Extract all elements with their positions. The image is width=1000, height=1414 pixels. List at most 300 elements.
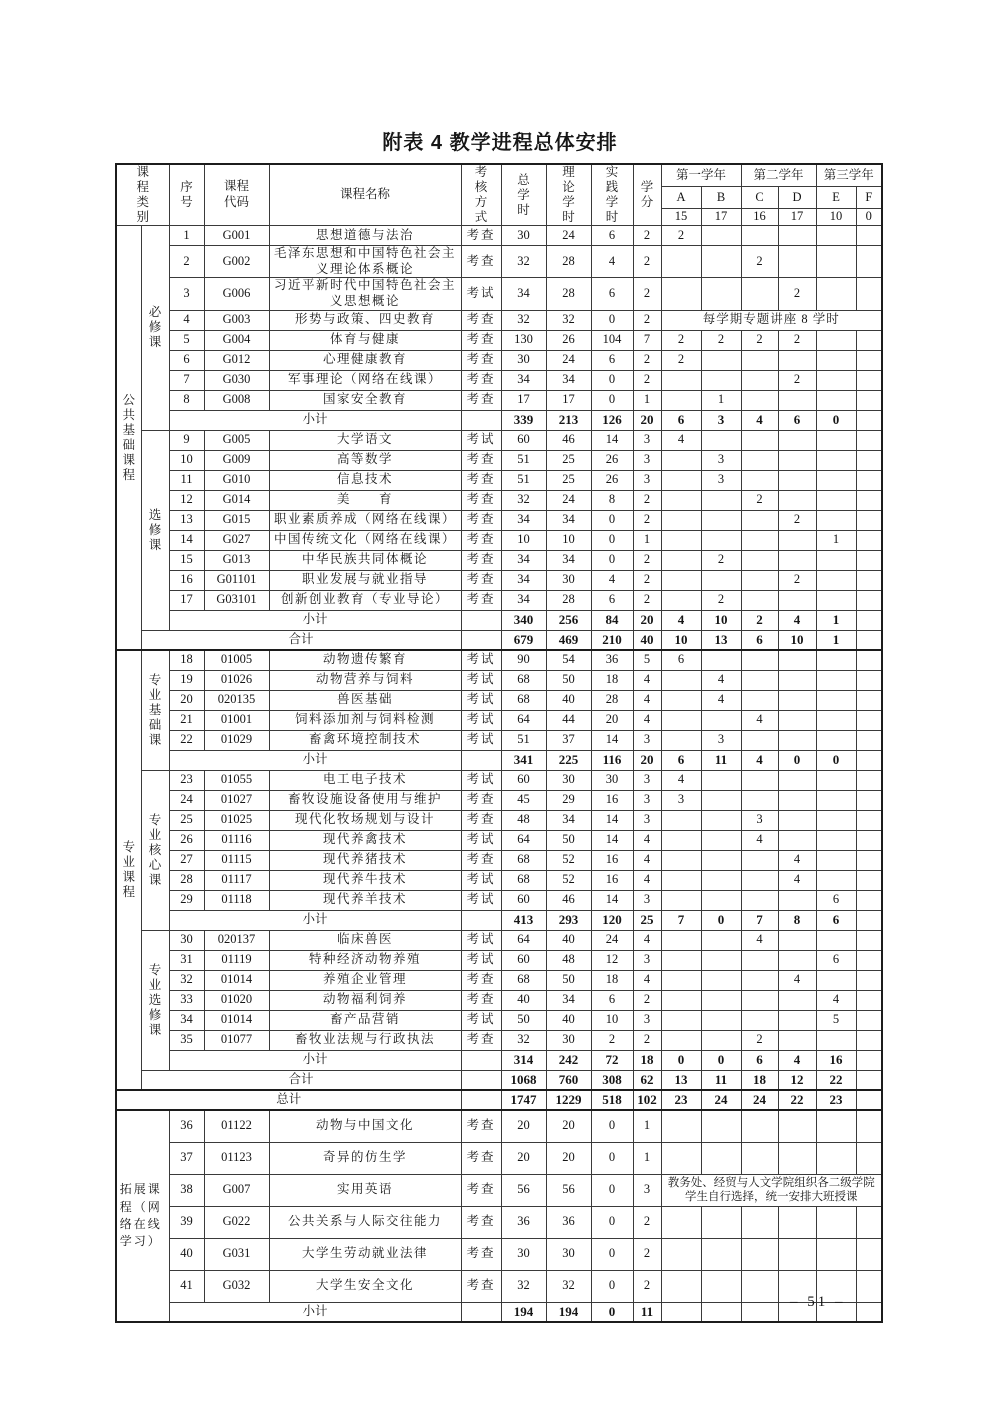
year-cell-F xyxy=(856,790,882,810)
year-cell-E xyxy=(816,650,856,670)
theory-hours-cell: 28 xyxy=(546,590,591,610)
year-cell-E: 5 xyxy=(816,1010,856,1030)
credits-cell: 2 xyxy=(633,226,661,246)
year-cell-B xyxy=(701,370,741,390)
code-cell: 01123 xyxy=(204,1142,269,1174)
header-term-B: B xyxy=(701,186,741,208)
year-cell-C: 2 xyxy=(741,1030,778,1050)
year-cell-D: 4 xyxy=(778,850,816,870)
credits-cell: 20 xyxy=(633,750,661,770)
year-cell-D: 22 xyxy=(778,1090,816,1110)
practice-hours-cell: 16 xyxy=(591,870,633,890)
header-assess: 考核方式 xyxy=(461,164,501,226)
year-cell-A xyxy=(661,550,701,570)
year-cell-A xyxy=(661,990,701,1010)
year-cell-F xyxy=(856,850,882,870)
total-hours-cell: 340 xyxy=(501,610,546,630)
year-cell-E xyxy=(816,370,856,390)
year-cell-D xyxy=(778,770,816,790)
seq-cell: 16 xyxy=(169,570,204,590)
header-year-2: 第二学年 xyxy=(741,164,816,186)
year-cell-D xyxy=(778,390,816,410)
year-cell-C xyxy=(741,950,778,970)
year-cell-E xyxy=(816,590,856,610)
year-cell-F xyxy=(856,430,882,450)
year-span-note: 每学期专题讲座 8 学时 xyxy=(661,310,882,330)
total-hours-cell: 32 xyxy=(501,1030,546,1050)
year-cell-F xyxy=(856,690,882,710)
year-cell-D xyxy=(778,930,816,950)
subtotal-label-cell: 小计 xyxy=(169,410,461,430)
subtotal-label-cell: 小计 xyxy=(169,910,461,930)
code-cell: G022 xyxy=(204,1206,269,1238)
total-hours-cell: 64 xyxy=(501,830,546,850)
year-cell-C xyxy=(741,990,778,1010)
year-cell-A xyxy=(661,730,701,750)
credits-cell: 3 xyxy=(633,470,661,490)
year-cell-A: 7 xyxy=(661,910,701,930)
practice-hours-cell: 0 xyxy=(591,1270,633,1302)
year-cell-F xyxy=(856,1238,882,1270)
seq-cell: 38 xyxy=(169,1174,204,1206)
assess-cell xyxy=(461,750,501,770)
year-cell-D xyxy=(778,650,816,670)
header-total-hours: 总学时 xyxy=(501,164,546,226)
total-hours-cell: 341 xyxy=(501,750,546,770)
practice-hours-cell: 518 xyxy=(591,1090,633,1110)
practice-hours-cell: 30 xyxy=(591,770,633,790)
total-hours-cell: 30 xyxy=(501,226,546,246)
assess-cell: 考查 xyxy=(461,530,501,550)
header-term-A: A xyxy=(661,186,701,208)
assess-cell: 考查 xyxy=(461,1030,501,1050)
year-cell-F xyxy=(856,810,882,830)
year-cell-B xyxy=(701,278,741,310)
year-cell-F xyxy=(856,1270,882,1302)
assess-cell: 考查 xyxy=(461,246,501,278)
code-cell: G012 xyxy=(204,350,269,370)
practice-hours-cell: 6 xyxy=(591,226,633,246)
year-cell-D xyxy=(778,490,816,510)
year-cell-B xyxy=(701,790,741,810)
year-cell-C xyxy=(741,1302,778,1322)
assess-cell: 考查 xyxy=(461,850,501,870)
year-cell-C: 4 xyxy=(741,710,778,730)
course-name-cell: 动物与中国文化 xyxy=(269,1110,461,1142)
header-code: 课程代码 xyxy=(204,164,269,226)
year-cell-B: 24 xyxy=(701,1090,741,1110)
year-cell-E xyxy=(816,450,856,470)
code-cell: 01029 xyxy=(204,730,269,750)
assess-cell: 考试 xyxy=(461,650,501,670)
year-cell-F xyxy=(856,710,882,730)
year-cell-A: 10 xyxy=(661,630,701,650)
seq-cell: 30 xyxy=(169,930,204,950)
year-cell-A: 4 xyxy=(661,430,701,450)
course-name-cell: 现代养猪技术 xyxy=(269,850,461,870)
theory-hours-cell: 34 xyxy=(546,370,591,390)
code-cell: 01115 xyxy=(204,850,269,870)
year-cell-D xyxy=(778,590,816,610)
year-cell-C: 2 xyxy=(741,490,778,510)
code-cell: G009 xyxy=(204,450,269,470)
code-cell: G01101 xyxy=(204,570,269,590)
course-name-cell: 毛泽东思想和中国特色社会主义理论体系概论 xyxy=(269,246,461,278)
year-cell-A: 4 xyxy=(661,770,701,790)
year-cell-B: 10 xyxy=(701,610,741,630)
credits-cell: 2 xyxy=(633,990,661,1010)
credits-cell: 2 xyxy=(633,278,661,310)
theory-hours-cell: 34 xyxy=(546,990,591,1010)
credits-cell: 20 xyxy=(633,410,661,430)
year-cell-A xyxy=(661,590,701,610)
year-cell-B xyxy=(701,1270,741,1302)
year-cell-A: 6 xyxy=(661,410,701,430)
year-cell-E xyxy=(816,790,856,810)
total-hours-cell: 64 xyxy=(501,710,546,730)
year-cell-A xyxy=(661,470,701,490)
year-cell-E xyxy=(816,1142,856,1174)
practice-hours-cell: 6 xyxy=(591,278,633,310)
year-cell-B: 1 xyxy=(701,390,741,410)
year-cell-E xyxy=(816,246,856,278)
subtotal-label-cell: 小计 xyxy=(169,1050,461,1070)
theory-hours-cell: 36 xyxy=(546,1206,591,1238)
year-cell-B: 0 xyxy=(701,1050,741,1070)
year-cell-F xyxy=(856,350,882,370)
credits-cell: 4 xyxy=(633,850,661,870)
year-cell-B: 13 xyxy=(701,630,741,650)
practice-hours-cell: 18 xyxy=(591,670,633,690)
year-cell-A xyxy=(661,1030,701,1050)
credits-cell: 1 xyxy=(633,1110,661,1142)
total-hours-cell: 34 xyxy=(501,370,546,390)
course-name-cell: 信息技术 xyxy=(269,470,461,490)
weeks-B: 17 xyxy=(701,209,741,226)
year-cell-B xyxy=(701,890,741,910)
credits-cell: 2 xyxy=(633,370,661,390)
total-hours-cell: 40 xyxy=(501,990,546,1010)
year-cell-C xyxy=(741,850,778,870)
course-name-cell: 中国传统文化（网络在线课） xyxy=(269,530,461,550)
year-cell-B: 3 xyxy=(701,730,741,750)
year-cell-F xyxy=(856,226,882,246)
theory-hours-cell: 46 xyxy=(546,890,591,910)
seq-cell: 31 xyxy=(169,950,204,970)
credits-cell: 1 xyxy=(633,390,661,410)
year-cell-F xyxy=(856,890,882,910)
year-cell-B xyxy=(701,570,741,590)
credits-cell: 1 xyxy=(633,1142,661,1174)
total-hours-cell: 1068 xyxy=(501,1070,546,1090)
assess-cell: 考试 xyxy=(461,950,501,970)
year-cell-C xyxy=(741,530,778,550)
header-term-E: E xyxy=(816,186,856,208)
year-cell-B xyxy=(701,1010,741,1030)
code-cell: G005 xyxy=(204,430,269,450)
total-hours-cell: 51 xyxy=(501,730,546,750)
total-hours-cell: 48 xyxy=(501,810,546,830)
year-cell-D: 2 xyxy=(778,330,816,350)
credits-cell: 3 xyxy=(633,430,661,450)
year-cell-F xyxy=(856,990,882,1010)
practice-hours-cell: 0 xyxy=(591,390,633,410)
year-cell-A: 6 xyxy=(661,750,701,770)
seq-cell: 18 xyxy=(169,650,204,670)
year-cell-D xyxy=(778,1030,816,1050)
code-cell: G014 xyxy=(204,490,269,510)
seq-cell: 26 xyxy=(169,830,204,850)
year-cell-F xyxy=(856,330,882,350)
header-year-1: 第一学年 xyxy=(661,164,741,186)
year-cell-F xyxy=(856,1050,882,1070)
theory-hours-cell: 40 xyxy=(546,1010,591,1030)
credits-cell: 3 xyxy=(633,770,661,790)
course-name-cell: 中华民族共同体概论 xyxy=(269,550,461,570)
year-cell-E xyxy=(816,1030,856,1050)
assess-cell: 考查 xyxy=(461,1142,501,1174)
year-cell-A xyxy=(661,930,701,950)
credits-cell: 4 xyxy=(633,830,661,850)
year-cell-F xyxy=(856,1302,882,1322)
year-cell-E xyxy=(816,1238,856,1270)
year-cell-B xyxy=(701,1142,741,1174)
year-cell-E xyxy=(816,850,856,870)
year-cell-C xyxy=(741,510,778,530)
theory-hours-cell: 54 xyxy=(546,650,591,670)
category-public-basic: 公共基础课程 xyxy=(116,226,141,651)
year-cell-B xyxy=(701,226,741,246)
year-cell-A: 2 xyxy=(661,350,701,370)
assess-cell: 考查 xyxy=(461,570,501,590)
theory-hours-cell: 225 xyxy=(546,750,591,770)
assess-cell xyxy=(461,410,501,430)
year-cell-F xyxy=(856,750,882,770)
theory-hours-cell: 37 xyxy=(546,730,591,750)
subtotal-label-cell: 小计 xyxy=(169,610,461,630)
year-cell-A xyxy=(661,710,701,730)
course-name-cell: 大学生劳动就业法律 xyxy=(269,1238,461,1270)
year-cell-C xyxy=(741,970,778,990)
theory-hours-cell: 40 xyxy=(546,690,591,710)
theory-hours-cell: 194 xyxy=(546,1302,591,1322)
assess-cell: 考查 xyxy=(461,1270,501,1302)
year-cell-D: 2 xyxy=(778,278,816,310)
theory-hours-cell: 50 xyxy=(546,830,591,850)
year-cell-E: 1 xyxy=(816,610,856,630)
practice-hours-cell: 0 xyxy=(591,1302,633,1322)
theory-hours-cell: 29 xyxy=(546,790,591,810)
course-name-cell: 大学语文 xyxy=(269,430,461,450)
practice-hours-cell: 14 xyxy=(591,890,633,910)
theory-hours-cell: 32 xyxy=(546,1270,591,1302)
total-hours-cell: 68 xyxy=(501,970,546,990)
assess-cell: 考试 xyxy=(461,710,501,730)
assess-cell: 考试 xyxy=(461,1010,501,1030)
year-cell-A xyxy=(661,1206,701,1238)
year-cell-D xyxy=(778,246,816,278)
code-cell: 01119 xyxy=(204,950,269,970)
year-cell-F xyxy=(856,410,882,430)
assess-cell xyxy=(461,610,501,630)
header-term-C: C xyxy=(741,186,778,208)
seq-cell: 11 xyxy=(169,470,204,490)
theory-hours-cell: 30 xyxy=(546,570,591,590)
weeks-F: 0 xyxy=(856,209,882,226)
year-cell-E: 6 xyxy=(816,950,856,970)
course-name-cell: 美 育 xyxy=(269,490,461,510)
assess-cell: 考查 xyxy=(461,450,501,470)
year-dept-note: 教务处、经贸与人文学院组织各二级学院学生自行选择，统一安排大班授课 xyxy=(661,1174,882,1206)
code-cell: 01001 xyxy=(204,710,269,730)
year-cell-D xyxy=(778,1238,816,1270)
practice-hours-cell: 26 xyxy=(591,470,633,490)
assess-cell xyxy=(461,910,501,930)
year-cell-B: 4 xyxy=(701,690,741,710)
year-cell-B xyxy=(701,810,741,830)
total-hours-cell: 20 xyxy=(501,1110,546,1142)
page-title: 附表 4 教学进程总体安排 xyxy=(382,132,618,154)
year-cell-A xyxy=(661,670,701,690)
practice-hours-cell: 2 xyxy=(591,1030,633,1050)
code-cell: 01122 xyxy=(204,1110,269,1142)
seq-cell: 8 xyxy=(169,390,204,410)
code-cell: 01005 xyxy=(204,650,269,670)
code-cell: G032 xyxy=(204,1270,269,1302)
year-cell-B xyxy=(701,530,741,550)
theory-hours-cell: 293 xyxy=(546,910,591,930)
code-cell: G027 xyxy=(204,530,269,550)
year-cell-A xyxy=(661,1302,701,1322)
year-cell-F xyxy=(856,246,882,278)
year-cell-A xyxy=(661,390,701,410)
credits-cell: 4 xyxy=(633,690,661,710)
credits-cell: 3 xyxy=(633,950,661,970)
practice-hours-cell: 104 xyxy=(591,330,633,350)
theory-hours-cell: 48 xyxy=(546,950,591,970)
year-cell-B xyxy=(701,830,741,850)
theory-hours-cell: 50 xyxy=(546,970,591,990)
practice-hours-cell: 14 xyxy=(591,430,633,450)
year-cell-B xyxy=(701,970,741,990)
total-hours-cell: 30 xyxy=(501,1238,546,1270)
course-name-cell: 电工电子技术 xyxy=(269,770,461,790)
total-hours-cell: 45 xyxy=(501,790,546,810)
seq-cell: 12 xyxy=(169,490,204,510)
code-cell: G006 xyxy=(204,278,269,310)
course-name-cell: 饲料添加剂与饲料检测 xyxy=(269,710,461,730)
year-cell-D: 12 xyxy=(778,1070,816,1090)
year-cell-F xyxy=(856,1110,882,1142)
total-hours-cell: 36 xyxy=(501,1206,546,1238)
course-name-cell: 职业发展与就业指导 xyxy=(269,570,461,590)
year-cell-D: 2 xyxy=(778,370,816,390)
year-cell-C xyxy=(741,470,778,490)
practice-hours-cell: 0 xyxy=(591,510,633,530)
seq-cell: 27 xyxy=(169,850,204,870)
credits-cell: 2 xyxy=(633,510,661,530)
year-cell-B: 3 xyxy=(701,470,741,490)
year-cell-C xyxy=(741,670,778,690)
year-cell-B: 2 xyxy=(701,590,741,610)
practice-hours-cell: 0 xyxy=(591,1142,633,1174)
year-cell-B: 4 xyxy=(701,670,741,690)
year-cell-C xyxy=(741,890,778,910)
year-cell-E xyxy=(816,710,856,730)
year-cell-E: 0 xyxy=(816,750,856,770)
assess-cell: 考试 xyxy=(461,830,501,850)
year-cell-E xyxy=(816,350,856,370)
assess-cell: 考试 xyxy=(461,430,501,450)
year-cell-F xyxy=(856,630,882,650)
header-year-3: 第三学年 xyxy=(816,164,882,186)
theory-hours-cell: 20 xyxy=(546,1142,591,1174)
assess-cell: 考试 xyxy=(461,690,501,710)
assess-cell: 考试 xyxy=(461,890,501,910)
year-cell-D xyxy=(778,690,816,710)
year-cell-F xyxy=(856,830,882,850)
seq-cell: 41 xyxy=(169,1270,204,1302)
year-cell-C xyxy=(741,570,778,590)
practice-hours-cell: 0 xyxy=(591,1238,633,1270)
year-cell-D xyxy=(778,470,816,490)
total-hours-cell: 51 xyxy=(501,470,546,490)
practice-hours-cell: 4 xyxy=(591,570,633,590)
seq-cell: 15 xyxy=(169,550,204,570)
assess-cell: 考试 xyxy=(461,278,501,310)
seq-cell: 22 xyxy=(169,730,204,750)
theory-hours-cell: 56 xyxy=(546,1174,591,1206)
year-cell-C xyxy=(741,1010,778,1030)
seq-cell: 6 xyxy=(169,350,204,370)
year-cell-C xyxy=(741,370,778,390)
header-term-F: F xyxy=(856,186,882,208)
seq-cell: 2 xyxy=(169,246,204,278)
year-cell-C xyxy=(741,1142,778,1174)
year-cell-A xyxy=(661,1270,701,1302)
total-hours-cell: 60 xyxy=(501,770,546,790)
total-hours-cell: 1747 xyxy=(501,1090,546,1110)
course-name-cell: 高等数学 xyxy=(269,450,461,470)
practice-hours-cell: 6 xyxy=(591,350,633,370)
total-hours-cell: 17 xyxy=(501,390,546,410)
credits-cell: 2 xyxy=(633,246,661,278)
course-name-cell: 养殖企业管理 xyxy=(269,970,461,990)
credits-cell: 3 xyxy=(633,1010,661,1030)
header-practice-hours: 实践学时 xyxy=(591,164,633,226)
year-cell-B xyxy=(701,1238,741,1270)
year-cell-B: 2 xyxy=(701,330,741,350)
credits-cell: 2 xyxy=(633,1206,661,1238)
theory-hours-cell: 28 xyxy=(546,278,591,310)
year-cell-D xyxy=(778,810,816,830)
year-cell-A xyxy=(661,1142,701,1174)
course-name-cell: 动物福利饲养 xyxy=(269,990,461,1010)
credits-cell: 1 xyxy=(633,530,661,550)
year-cell-B: 3 xyxy=(701,450,741,470)
category-professional: 专业课程 xyxy=(116,650,141,1090)
credits-cell: 40 xyxy=(633,630,661,650)
code-cell: 01026 xyxy=(204,670,269,690)
practice-hours-cell: 0 xyxy=(591,370,633,390)
year-cell-C xyxy=(741,1238,778,1270)
total-hours-cell: 34 xyxy=(501,278,546,310)
sectiontotal-label-cell: 合计 xyxy=(141,630,461,650)
seq-cell: 40 xyxy=(169,1238,204,1270)
year-cell-E xyxy=(816,670,856,690)
total-hours-cell: 60 xyxy=(501,950,546,970)
year-cell-A xyxy=(661,530,701,550)
